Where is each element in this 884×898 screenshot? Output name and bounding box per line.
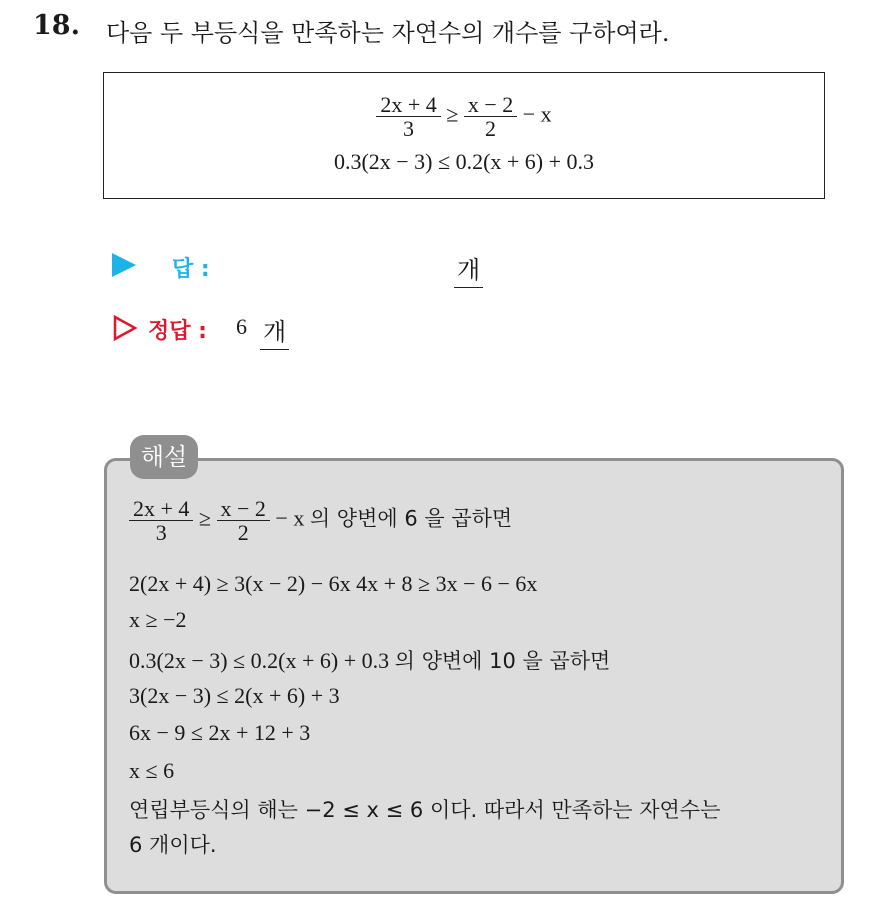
play-arrow-icon [112, 253, 136, 277]
solution-box [104, 458, 844, 894]
fraction-numerator: x − 2 [464, 93, 517, 117]
correct-answer-value: 6 [236, 314, 247, 339]
solution-line-8: 연립부등식의 해는 −2 ≤ x ≤ 6 이다. 따라서 만족하는 자연수는 [129, 798, 721, 822]
fraction-numerator: x − 2 [217, 497, 270, 521]
inequality-operator: ≥ [198, 505, 211, 531]
fraction-denominator: 3 [155, 520, 167, 546]
fraction-rhs [464, 93, 517, 140]
solution-line-9: 6 개이다. [129, 833, 217, 857]
answer-label: 답 : [172, 257, 210, 282]
fraction-lhs [129, 497, 193, 544]
correct-answer-label: 정답 : [148, 319, 207, 344]
inequality-tail: − x [522, 101, 552, 127]
problem-box [103, 72, 825, 199]
fraction-lhs [376, 93, 440, 140]
correct-answer-row [112, 312, 512, 346]
inequality-tail: − x [275, 505, 305, 531]
solution-line-7: x ≤ 6 [129, 758, 175, 783]
fraction-denominator: 3 [403, 116, 415, 142]
question-number: 18. [33, 10, 80, 41]
solution-text: 의 양변에 10 을 곱하면 [394, 649, 611, 673]
fraction-numerator: 2x + 4 [376, 93, 440, 117]
solution-line-1 [129, 497, 512, 544]
solution-line-5: 3(2x − 3) ≤ 2(x + 6) + 3 [129, 683, 340, 708]
fraction-rhs [217, 497, 270, 544]
solution-tab: 해설 [130, 435, 198, 479]
fraction-numerator: 2x + 4 [129, 497, 193, 521]
solution-line-6: 6x − 9 ≤ 2x + 12 + 3 [129, 720, 311, 745]
solution-line-4 [129, 645, 610, 675]
fraction-denominator: 2 [485, 116, 497, 142]
solution-line-3: x ≥ −2 [129, 607, 187, 632]
inequality-operator: ≥ [446, 101, 459, 127]
solution-text: 의 양변에 6 을 곱하면 [309, 506, 513, 531]
inequality-2: 0.3(2x − 3) ≤ 0.2(x + 6) + 0.3 [333, 149, 595, 174]
outline-arrow-icon [112, 314, 138, 342]
inequality-1 [104, 93, 824, 140]
correct-answer-unit: 개 [260, 312, 289, 350]
solution-line-2: 2(2x + 4) ≥ 3(x − 2) − 6x 4x + 8 ≥ 3x − 6 − 6x [129, 571, 538, 596]
solution-math: 0.3(2x − 3) ≤ 0.2(x + 6) + 0.3 [129, 648, 390, 673]
question-text: 다음 두 부등식을 만족하는 자연수의 개수를 구하여라. [106, 19, 670, 47]
answer-row [112, 250, 612, 284]
answer-blank[interactable]: 개 [454, 250, 483, 288]
fraction-denominator: 2 [237, 520, 249, 546]
